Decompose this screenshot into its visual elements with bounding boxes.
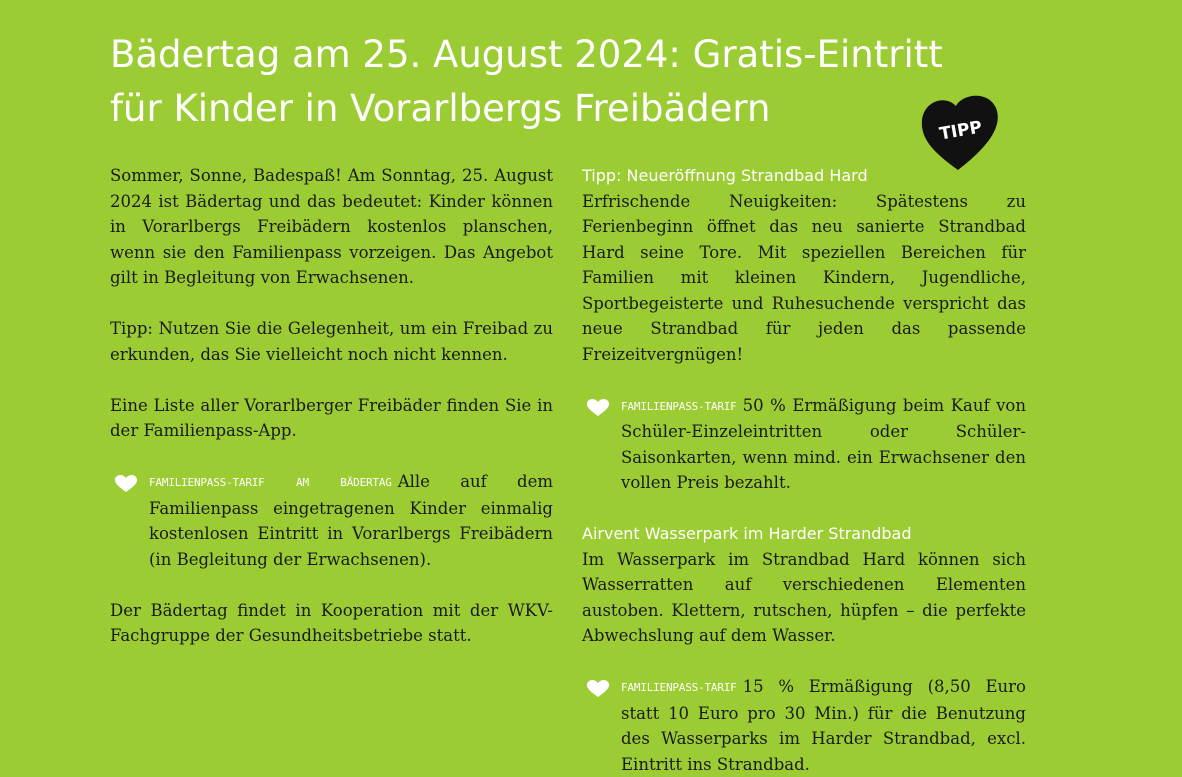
right-column bbox=[582, 163, 1026, 777]
heading-strandbad-hard: Tipp: Neueröffnung Strandbad Hard bbox=[582, 166, 868, 185]
tarif-text: 50 % Ermäßigung beim Kauf von Schüler-Einzeleintritten oder Schüler-Saisonkarten, wenn mind. ein Erwachsener den vollen Preis bezahlt. bbox=[621, 395, 1026, 492]
tipp-badge-label: TIPP bbox=[937, 117, 984, 145]
tarif-text: 15 % Ermäßigung (8,50 Euro statt 10 Euro pro 30 Min.) für die Benutzung des Wasserparks im Harder Strandbad, excl. Eintritt ins Strandbad. bbox=[621, 677, 1026, 774]
tipp-heart-badge bbox=[918, 92, 1002, 172]
title-line-2: für Kinder in Vorarlbergs Freibädern bbox=[110, 87, 771, 130]
heading-wasserpark: Airvent Wasserpark im Harder Strandbad bbox=[582, 524, 912, 543]
tip-paragraph: Tipp: Nutzen Sie die Gelegenheit, um ein Freibad zu erkunden, das Sie vielleicht noch nicht kennen. bbox=[110, 319, 553, 364]
tarif-label: FAMILIENPASS-TARIF bbox=[621, 399, 737, 413]
left-column bbox=[110, 163, 553, 649]
tarif-label: FAMILIENPASS-TARIF bbox=[621, 681, 737, 694]
intro-paragraph: Sommer, Sonne, Badespaß! Am Sonntag, 25. August 2024 ist Bädertag und das bedeutet: Kinder können in Vorarlbergs Freibädern kostenlos planschen, wenn sie den Familienpass vorzeigen. Das Angebot gilt in Begleitung von Erwachsenen. bbox=[110, 166, 553, 287]
cooperation-paragraph: Der Bädertag findet in Kooperation mit der WKV-Fachgruppe der Gesundheitsbetriebe statt. bbox=[110, 600, 553, 645]
strandbad-paragraph: Erfrischende Neuigkeiten: Spätestens zu Ferienbeginn öffnet das neu sanierte Strandbad Hard seine Tore. Mit speziellen Bereichen für Familien mit kleinen Kindern, Jugendliche, Sportbegeisterte und Ruhesuchende verspricht das neue Strandbad für jeden das passende Freizeitvergnügen! bbox=[582, 191, 1026, 364]
wasserpark-paragraph: Im Wasserpark im Strandbad Hard können sich Wasserratten auf verschiedenen Elementen austoben. Klettern, rutschen, hüpfen – die perfekte Abwechslung auf dem Wasser. bbox=[582, 549, 1026, 645]
tarif-block-wasserpark bbox=[582, 674, 1026, 777]
heart-icon bbox=[113, 473, 139, 493]
tarif-label: FAMILIENPASS-TARIF AM BÄDERTAG bbox=[149, 476, 392, 489]
tarif-text: Alle auf dem Familienpass eingetragenen Kinder einmalig kostenlosen Eintritt in Vorarlbergs Freibädern (in Begleitung der Erwachsenen). bbox=[149, 472, 553, 569]
tarif-block-baedertag bbox=[110, 469, 553, 572]
heart-icon bbox=[585, 397, 611, 417]
tarif-block-strandbad bbox=[582, 393, 1026, 496]
title-line-1: Bädertag am 25. August 2024: Gratis-Eintritt bbox=[110, 33, 943, 76]
list-paragraph: Eine Liste aller Vorarlberger Freibäder finden Sie in der Familienpass-App. bbox=[110, 395, 553, 440]
page-title bbox=[110, 28, 1010, 136]
heart-icon bbox=[585, 678, 611, 698]
